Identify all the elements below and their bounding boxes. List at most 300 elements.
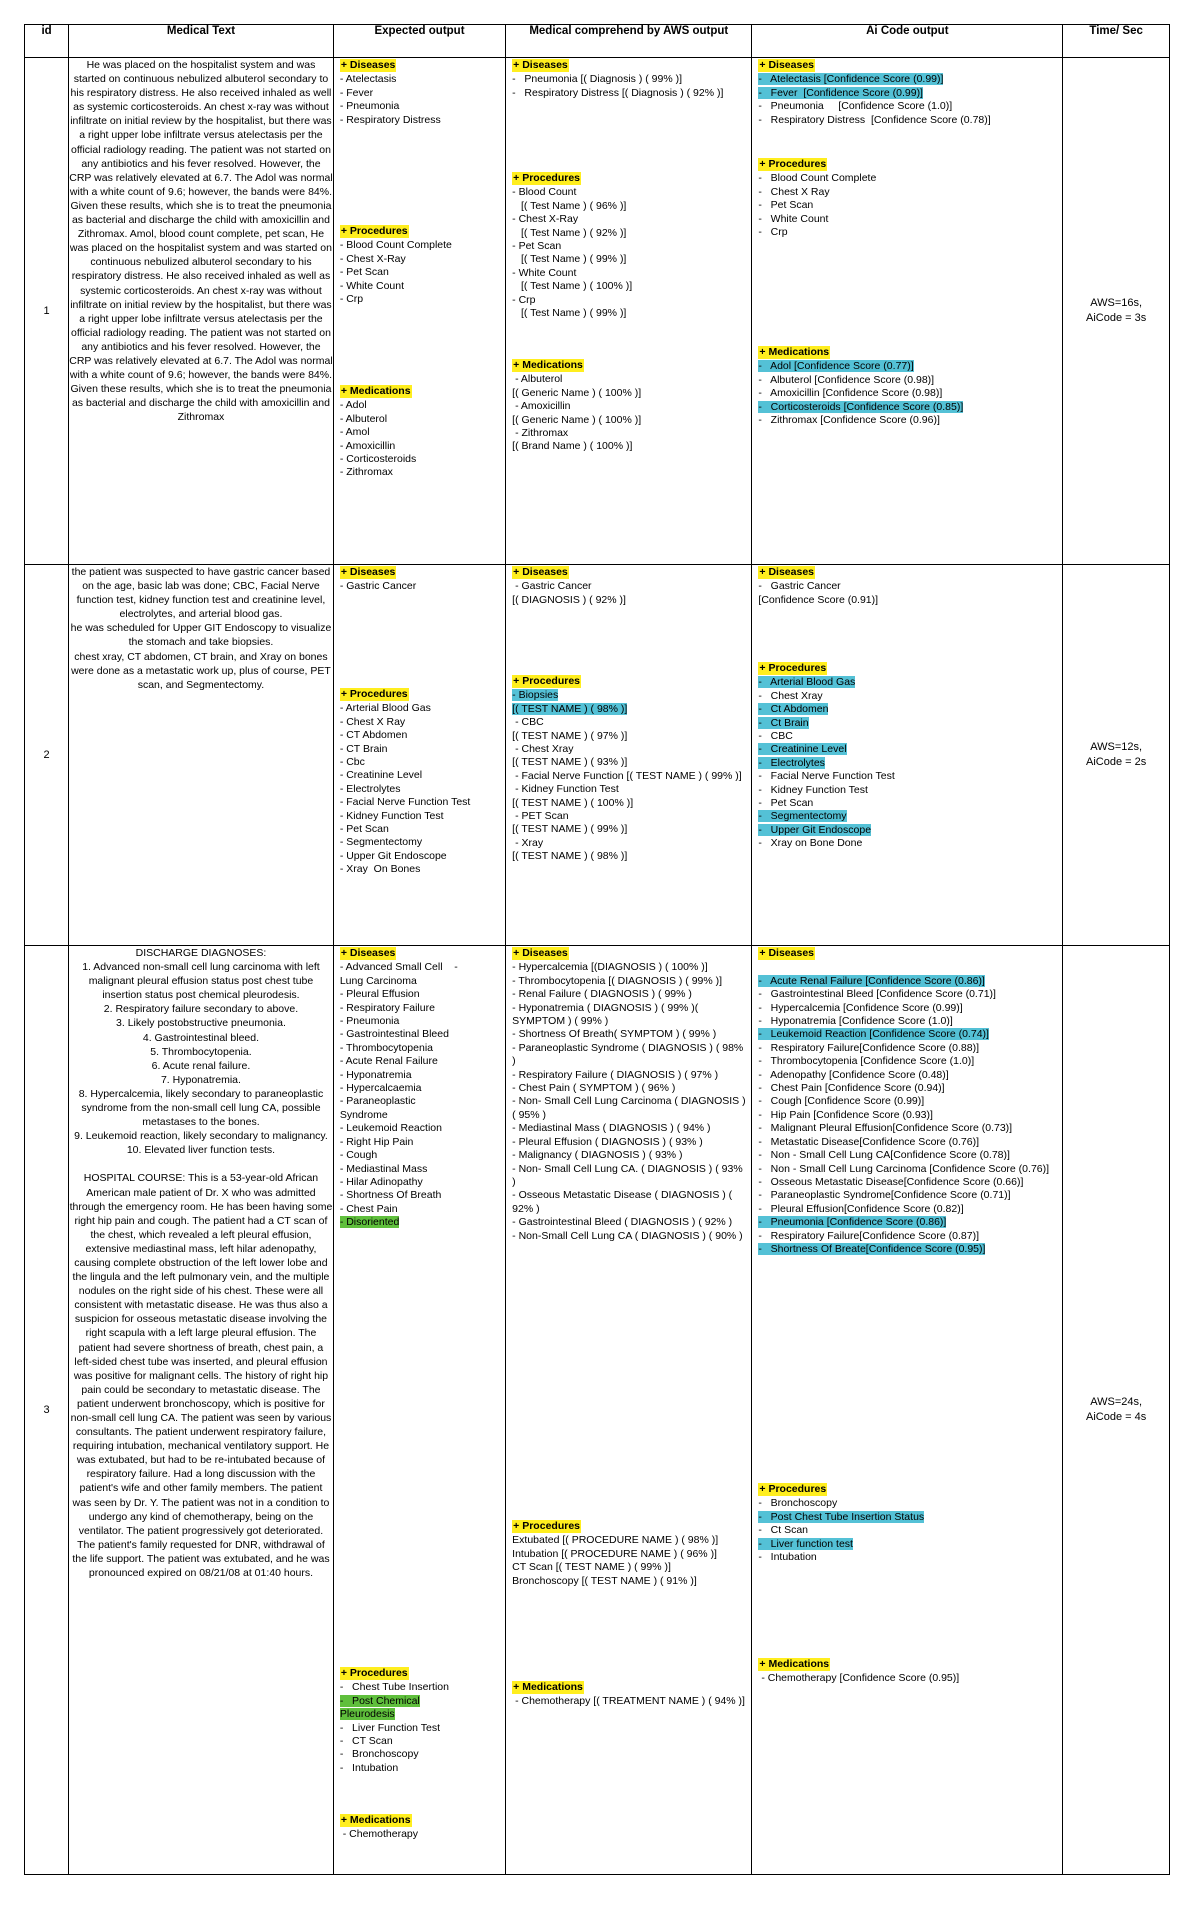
entity-item <box>758 1095 1058 1108</box>
entity-text: - Hilar Adinopathy <box>339 1175 423 1188</box>
entity-text: - Gastric Cancer <box>758 580 841 593</box>
entity-text: - Arterial Blood Gas <box>339 702 431 715</box>
entity-text: Bronchoscopy [( TEST NAME ) ( 91% )] <box>512 1574 697 1587</box>
entity-item <box>758 1511 1058 1524</box>
aws-section <box>512 566 747 607</box>
entity-item <box>340 1722 501 1735</box>
entity-item <box>512 975 747 988</box>
entity-item <box>758 1538 1058 1551</box>
entity-item <box>758 1203 1058 1216</box>
entity-item <box>340 863 501 876</box>
entity-item <box>758 1163 1058 1176</box>
entity-item <box>758 810 1058 823</box>
entity-text: - Electrolytes <box>339 782 401 795</box>
entity-text: - Respiratory Distress [( Diagnosis ) ( 92% )] <box>512 86 724 99</box>
expected-section <box>340 385 501 480</box>
entity-text: - Albuterol [Confidence Score (0.98)] <box>758 373 935 386</box>
ai-section <box>758 1658 1058 1686</box>
ai-section <box>758 158 1058 239</box>
section-heading: + Diseases <box>759 947 814 959</box>
aws-section <box>512 59 747 100</box>
entity-item <box>758 387 1058 400</box>
section-heading: + Diseases <box>513 947 568 959</box>
entity-text: - Creatinine Level <box>339 769 423 782</box>
entity-text: - Pleural Effusion[Confidence Score (0.82)] <box>758 1202 964 1215</box>
entity-item <box>758 975 1058 988</box>
entity-text: - Shortness Of Breath <box>339 1189 442 1202</box>
entity-text: - Intubation <box>758 1551 817 1564</box>
entity-item <box>340 1163 501 1176</box>
entity-text: - PET Scan <box>512 810 569 823</box>
entity-text: - Respiratory Failure ( DIAGNOSIS ) ( 97% ) <box>512 1068 719 1081</box>
ai-section <box>758 662 1058 851</box>
entity-item <box>512 743 747 756</box>
aws-column <box>506 58 751 564</box>
entity-item <box>340 426 501 439</box>
header-expected-output: Expected output <box>333 25 505 58</box>
entity-text: - Hyponatremia [Confidence Score (1.0)] <box>758 1015 953 1028</box>
entity-item <box>512 1163 747 1190</box>
entity-item <box>512 703 747 716</box>
entity-item <box>340 580 501 593</box>
entity-item <box>340 466 501 479</box>
entity-text: - CBC <box>512 716 544 729</box>
entity-item <box>340 716 501 729</box>
entity-text: - White Count <box>512 266 577 279</box>
section-heading: + Procedures <box>340 1667 408 1679</box>
entity-item <box>512 1082 747 1095</box>
medical-text-cell <box>69 58 334 565</box>
entity-item <box>512 1122 747 1135</box>
entity-item <box>512 267 747 280</box>
aws-section <box>512 172 747 320</box>
entity-text: [( Test Name ) ( 92% )] <box>512 226 627 239</box>
entity-text: - Mediastinal Mass <box>339 1162 428 1175</box>
entity-item <box>512 1230 747 1243</box>
entity-text: - Gastric Cancer <box>512 580 592 593</box>
entity-item <box>512 716 747 729</box>
entity-item <box>758 1136 1058 1149</box>
entity-item <box>512 294 747 307</box>
entity-text: - Blood Count Complete <box>339 239 452 252</box>
entity-item <box>340 1216 501 1229</box>
entity-item <box>758 1230 1058 1243</box>
entity-text: - Advanced Small Cell - <box>339 961 458 974</box>
entity-item <box>512 1002 747 1029</box>
entity-text: - White Count <box>758 212 829 225</box>
entity-item <box>340 961 501 974</box>
entity-text: - Respiratory Distress [Confidence Score (0.78)] <box>758 113 991 126</box>
entity-item <box>758 374 1058 387</box>
entity-item <box>340 413 501 426</box>
entity-item <box>340 1069 501 1082</box>
entity-item <box>758 1672 1058 1685</box>
entity-text: - Corticosteroids [Confidence Score (0.85)] <box>758 400 964 413</box>
entity-text: - Pet Scan <box>512 240 562 253</box>
entity-text: - Upper Git Endoscope <box>758 823 872 836</box>
row-id: 1 <box>25 58 69 565</box>
entity-item <box>340 1042 501 1055</box>
entity-item <box>340 1002 501 1015</box>
entity-text: - Amoxicillin <box>512 400 571 413</box>
entity-text: - Hypercalcemia [Confidence Score (0.99)] <box>758 1001 963 1014</box>
entity-item <box>340 453 501 466</box>
entity-text: - Facial Nerve Function Test <box>758 770 895 783</box>
entity-text: - Non - Small Cell Lung CA[Confidence Score (0.78)] <box>758 1149 1010 1162</box>
aws-column <box>506 946 751 1874</box>
entity-item <box>512 850 747 863</box>
header-aws-output: Medical comprehend by AWS output <box>506 25 752 58</box>
entity-text: - Xray on Bone Done <box>758 837 863 850</box>
entity-item <box>512 961 747 974</box>
aws-section <box>512 1520 747 1588</box>
entity-text: - Respiratory Failure <box>339 1001 435 1014</box>
entity-text: [( Generic Name ) ( 100% )] <box>512 386 642 399</box>
entity-text: - Facial Nerve Function Test <box>339 796 471 809</box>
entity-item <box>340 114 501 127</box>
header-medical-text: Medical Text <box>69 25 334 58</box>
section-heading: + Diseases <box>340 947 396 959</box>
entity-text: - Ct Scan <box>758 1524 809 1537</box>
entity-text: - Intubation <box>339 1761 399 1774</box>
entity-item <box>758 1109 1058 1122</box>
entity-item <box>758 1524 1058 1537</box>
entity-item <box>512 87 747 100</box>
entity-text: - Albuterol <box>512 373 563 386</box>
entity-text: - Chest X Ray <box>339 715 406 728</box>
entity-text: - Biopsies <box>512 689 559 702</box>
entity-text: [( Test Name ) ( 100% )] <box>512 280 633 293</box>
entity-text: - Respiratory Failure[Confidence Score (0.87)] <box>758 1229 979 1242</box>
entity-text: - Ct Abdomen <box>758 703 829 716</box>
entity-text: - Osseous Metastatic Disease ( DIAGNOSIS ) ( 92% ) <box>512 1189 736 1215</box>
entity-text: - Gastrointestinal Bleed ( DIAGNOSIS ) ( 92% ) <box>512 1216 733 1229</box>
entity-item <box>512 689 747 702</box>
section-heading: + Medications <box>513 1681 583 1693</box>
medical-text-paragraph: 7. Hyponatremia. <box>160 1073 241 1086</box>
expected-section <box>340 566 501 594</box>
entity-item <box>758 414 1058 427</box>
entity-item <box>340 1681 501 1694</box>
entity-text: - Bronchoscopy <box>758 1497 838 1510</box>
entity-text: - Chest Xray <box>512 743 574 756</box>
entity-text: - Fever <box>339 86 374 99</box>
entity-text: - Pneumonia [Confidence Score (1.0)] <box>758 100 953 113</box>
entity-text: - Segmentectomy <box>339 836 423 849</box>
entity-text: - Bronchoscopy <box>339 1748 419 1761</box>
entity-item <box>512 1042 747 1069</box>
entity-text: - Malignant Pleural Effusion[Confidence Score (0.73)] <box>758 1122 1013 1135</box>
entity-item <box>758 594 1058 607</box>
entity-item <box>758 1042 1058 1055</box>
ai-section <box>758 59 1058 127</box>
entity-text: - Adol <box>339 399 367 412</box>
entity-text: - Chest Pain [Confidence Score (0.94)] <box>758 1082 945 1095</box>
entity-item <box>758 226 1058 239</box>
entity-item <box>512 823 747 836</box>
entity-text: - Hyponatremia ( DIAGNOSIS ) ( 99% )( SYMPTOM ) ( 99% ) <box>512 1001 702 1028</box>
section-heading: + Procedures <box>759 158 827 170</box>
entity-item <box>512 307 747 320</box>
entity-text: - Leukemoid Reaction <box>339 1122 442 1135</box>
entity-text: - Creatinine Level <box>758 743 847 756</box>
entity-item <box>340 1055 501 1068</box>
section-heading: + Procedures <box>340 225 408 237</box>
aws-output-cell <box>506 58 752 565</box>
expected-output-cell <box>333 946 505 1875</box>
entity-item <box>758 1551 1058 1564</box>
entity-item <box>340 1695 501 1708</box>
expected-section <box>340 1667 501 1775</box>
medical-text-paragraph: 8. Hypercalcemia, likely secondary to paraneoplastic syndrome from the non-small cell lung CA, possible metastases to the bones. <box>78 1087 324 1129</box>
medical-text-paragraph: 4. Gastrointestinal bleed. <box>142 1031 260 1044</box>
aws-section <box>512 359 747 454</box>
entity-text: - Cough [Confidence Score (0.99)] <box>758 1095 925 1108</box>
entity-text: [( Test Name ) ( 99% )] <box>512 253 627 266</box>
entity-text: - Adenopathy [Confidence Score (0.48)] <box>758 1068 949 1081</box>
entity-text: - Thrombocytopenia <box>339 1041 433 1054</box>
ai-code-output-cell <box>752 946 1063 1875</box>
entity-item <box>340 975 501 988</box>
entity-item <box>758 172 1058 185</box>
entity-item <box>758 1189 1058 1202</box>
header-row <box>25 25 1170 58</box>
entity-item <box>512 1149 747 1162</box>
entity-item <box>758 1176 1058 1189</box>
medical-text-paragraph: he was scheduled for Upper GIT Endoscopy to visualize the stomach and take biopsies. <box>70 622 332 649</box>
entity-item <box>512 1534 747 1547</box>
entity-text: - Gastric Cancer <box>339 580 417 593</box>
entity-text: - Atelectasis <box>339 73 397 86</box>
medical-text-paragraph: HOSPITAL COURSE: This is a 53-year-old African American male patient of Dr. X who was admitted through the emergency room. He has been having some right hip pain and cough. The patient had a CT scan of the chest, which revealed a left pleural effusion, extensive mediastinal mass, left hilar adenopathy, causing complete obstruction of the left lower lobe and the lingula and the left pulmonary vein, and the multiple nodules on the right side of his chest. These were all consistent with metastatic disease. He was thus also a suspicion for osseous metastatic disease involving the right scapula with a left large pleural effusion. The patient had severe shortness of breath, chest pain, a left-sided chest tube was inserted, and pleural effusion was positive for malignant cells. The history of right hip pain could be secondary to metastatic disease. The patient underwent bronchoscopy, which is positive for non-small cell lung CA. The patient was seen by various consultants. The patient underwent respiratory failure, requiring intubation, mechanical ventilatory support. He was extubated, but had to be re-intubated because of respiratory failure. Had a long discussion with the patient's wife and other family members. The patient was seen by Dr. Y. The patient was not in a condition to undergo any kind of chemotherapy, being on the ventilator. The patient progressively got deteriorated. The patient's family requested for DNR, withdrawal of the life support. The patient was extubated, and he was pronounced expired on 08/21/08 at 01:40 hours. <box>69 1172 333 1580</box>
entity-item <box>758 717 1058 730</box>
entity-text: - Respiratory Distress <box>339 113 441 126</box>
entity-item <box>758 690 1058 703</box>
section-heading: + Medications <box>513 359 583 371</box>
entity-item <box>758 186 1058 199</box>
entity-item <box>758 199 1058 212</box>
header-id: id <box>25 25 69 58</box>
entity-text: - Pleural Effusion ( DIAGNOSIS ) ( 93% ) <box>512 1135 703 1148</box>
medical-text-paragraph: 5. Thrombocytopenia. <box>150 1045 252 1058</box>
entity-text: - Chemotherapy [( TREATMENT NAME ) ( 94% )] <box>512 1695 745 1708</box>
ai-section <box>758 947 1058 1256</box>
entity-text: - Hip Pain [Confidence Score (0.93)] <box>758 1108 933 1121</box>
entity-item <box>340 783 501 796</box>
entity-text: - Non - Small Cell Lung Carcinoma [Confidence Score (0.76)] <box>758 1162 1050 1175</box>
entity-text: - Pneumonia <box>339 100 400 113</box>
entity-text: - Pet Scan <box>339 266 389 279</box>
entity-text <box>758 961 761 973</box>
entity-item <box>340 87 501 100</box>
entity-text: - Upper Git Endoscope <box>339 849 447 862</box>
entity-item <box>512 756 747 769</box>
entity-text: - Non- Small Cell Lung CA. ( DIAGNOSIS ) ( 93% ) <box>512 1162 746 1188</box>
expected-column <box>334 565 505 945</box>
entity-text: CT Scan [( TEST NAME ) ( 99% )] <box>512 1561 671 1574</box>
entity-item <box>512 783 747 796</box>
entity-item <box>340 729 501 742</box>
entity-text: - Ct Brain <box>758 716 809 729</box>
table-row <box>25 58 1170 565</box>
entity-item <box>758 676 1058 689</box>
entity-text: - Post Chemical <box>339 1694 420 1707</box>
ai-code-output-cell <box>752 58 1063 565</box>
aws-output-cell <box>506 565 752 946</box>
ai-section <box>758 346 1058 427</box>
entity-item <box>340 796 501 809</box>
entity-item <box>512 1561 747 1574</box>
section-heading: + Diseases <box>759 59 814 71</box>
aws-section <box>512 947 747 1243</box>
entity-item <box>758 100 1058 113</box>
entity-item <box>340 810 501 823</box>
entity-text: [( TEST NAME ) ( 93% )] <box>512 756 628 769</box>
section-heading: + Medications <box>759 1658 830 1670</box>
table-row <box>25 565 1170 946</box>
entity-text: Syndrome <box>339 1108 388 1121</box>
row-id: 2 <box>25 565 69 946</box>
entity-item <box>512 988 747 1001</box>
ai-column <box>752 58 1062 564</box>
entity-text: - Facial Nerve Function [( TEST NAME ) ( 99% )] <box>512 769 742 782</box>
section-heading: + Procedures <box>513 1520 580 1532</box>
entity-item <box>512 253 747 266</box>
entity-text: - Blood Count <box>512 186 577 199</box>
entity-text: - Amoxicillin <box>339 439 396 452</box>
entity-text: - Liver function test <box>758 1537 853 1550</box>
entity-text: - Non-Small Cell Lung CA ( DIAGNOSIS ) ( 90% ) <box>512 1229 743 1242</box>
entity-text: Pleurodesis <box>339 1708 395 1721</box>
entity-text: [( DIAGNOSIS ) ( 92% )] <box>512 593 626 606</box>
entity-item <box>512 594 747 607</box>
entity-text: - Post Chest Tube Insertion Status <box>758 1510 925 1523</box>
entity-text: - Atelectasis [Confidence Score (0.99)] <box>758 73 944 86</box>
medical-text-cell <box>69 565 334 946</box>
entity-text: - White Count <box>339 279 405 292</box>
expected-section <box>340 225 501 306</box>
entity-item <box>758 1082 1058 1095</box>
entity-text: - CT Scan <box>339 1735 393 1748</box>
medical-text-paragraph: 1. Advanced non-small cell lung carcinoma with left malignant pleural effusion status post chest tube insertion status post chemical pleurodesis. <box>82 961 320 1002</box>
medical-text-paragraph: 10. Elevated liver function tests. <box>126 1144 276 1157</box>
section-heading: + Medications <box>340 1814 411 1826</box>
ai-section <box>758 1483 1058 1564</box>
entity-item <box>758 401 1058 414</box>
entity-item <box>512 186 747 199</box>
section-heading: + Procedures <box>340 688 408 700</box>
time-value: AWS=24s, <box>1090 1396 1143 1408</box>
entity-text: - Malignancy ( DIAGNOSIS ) ( 93% ) <box>512 1149 683 1162</box>
entity-text: - Arterial Blood Gas <box>758 676 856 689</box>
entity-item <box>340 1762 501 1775</box>
entity-item <box>758 757 1058 770</box>
entity-item <box>340 280 501 293</box>
entity-item <box>758 1069 1058 1082</box>
entity-item <box>512 280 747 293</box>
entity-item <box>512 797 747 810</box>
entity-item <box>758 1122 1058 1135</box>
entity-item <box>512 1136 747 1149</box>
entity-item <box>758 1002 1058 1015</box>
entity-item <box>758 1055 1058 1068</box>
table-row <box>25 946 1170 1875</box>
entity-text: [( Test Name ) ( 99% )] <box>512 307 627 320</box>
time-cell <box>1063 946 1170 1875</box>
entity-item <box>340 1189 501 1202</box>
entity-text: [( TEST NAME ) ( 98% )] <box>512 850 628 863</box>
entity-item <box>340 988 501 1001</box>
entity-item <box>512 1575 747 1588</box>
section-heading: + Procedures <box>759 662 827 674</box>
entity-text: - Chest Xray <box>758 689 823 702</box>
entity-text: - Amol <box>339 426 370 439</box>
entity-text: - Paraneoplastic Syndrome[Confidence Score (0.71)] <box>758 1189 1011 1202</box>
entity-text: - Non- Small Cell Lung Carcinoma ( DIAGNOSIS ) ( 95% ) <box>512 1095 749 1121</box>
entity-item <box>512 400 747 413</box>
entity-text: - Zithromax <box>512 427 569 440</box>
entity-item <box>512 440 747 453</box>
entity-item <box>512 1695 747 1708</box>
entity-text: - Osseous Metastatic Disease[Confidence Score (0.66)] <box>758 1175 1024 1188</box>
entity-text: - Albuterol <box>339 412 388 425</box>
entity-text: - Metastatic Disease[Confidence Score (0.76)] <box>758 1135 980 1148</box>
entity-text: - Right Hip Pain <box>339 1135 414 1148</box>
entity-text: - Chest X-Ray <box>512 213 579 226</box>
entity-item <box>340 1203 501 1216</box>
expected-section <box>340 59 501 127</box>
entity-item <box>512 200 747 213</box>
expected-section <box>340 1814 501 1842</box>
entity-item <box>340 1136 501 1149</box>
header-ai-code-output: Ai Code output <box>752 25 1063 58</box>
entity-text: - Pneumonia <box>339 1015 400 1028</box>
entity-text: - Zithromax <box>339 466 393 479</box>
entity-text: - Pneumonia [Confidence Score (0.86)] <box>758 1216 947 1229</box>
entity-item <box>340 850 501 863</box>
entity-text: - Renal Failure ( DIAGNOSIS ) ( 99% ) <box>512 988 692 1001</box>
entity-text: - Gastrointestinal Bleed [Confidence Score (0.71)] <box>758 988 996 1001</box>
entity-item <box>340 1828 501 1841</box>
entity-text: - Electrolytes <box>758 756 825 769</box>
entity-item <box>340 1109 501 1122</box>
section-heading: + Diseases <box>513 566 568 578</box>
entity-item <box>340 1095 501 1108</box>
section-heading: + Procedures <box>513 172 580 184</box>
entity-text: - Xray <box>512 836 544 849</box>
entity-item <box>340 756 501 769</box>
section-heading: + Procedures <box>513 675 580 687</box>
entity-item <box>758 1015 1058 1028</box>
entity-text: - Chemotherapy <box>339 1828 419 1841</box>
entity-item <box>512 73 747 86</box>
section-heading: + Medications <box>759 346 830 358</box>
entity-text: - CT Brain <box>339 742 388 755</box>
entity-item <box>340 266 501 279</box>
entity-text: - Acute Renal Failure [Confidence Score (0.86)] <box>758 974 985 987</box>
entity-text: - Kidney Function Test <box>512 783 619 796</box>
entity-text: - Disoriented <box>339 1216 400 1229</box>
entity-text: - Amoxicillin [Confidence Score (0.98)] <box>758 387 943 400</box>
entity-item <box>758 213 1058 226</box>
entity-item <box>340 1082 501 1095</box>
entity-text: [( TEST NAME ) ( 100% )] <box>512 796 634 809</box>
entity-text: [( TEST NAME ) ( 99% )] <box>512 823 628 836</box>
aws-column <box>506 565 751 945</box>
entity-item <box>758 580 1058 593</box>
entity-text: [( Brand Name ) ( 100% )] <box>512 440 633 453</box>
entity-text: - Adol [Confidence Score (0.77)] <box>758 360 914 373</box>
